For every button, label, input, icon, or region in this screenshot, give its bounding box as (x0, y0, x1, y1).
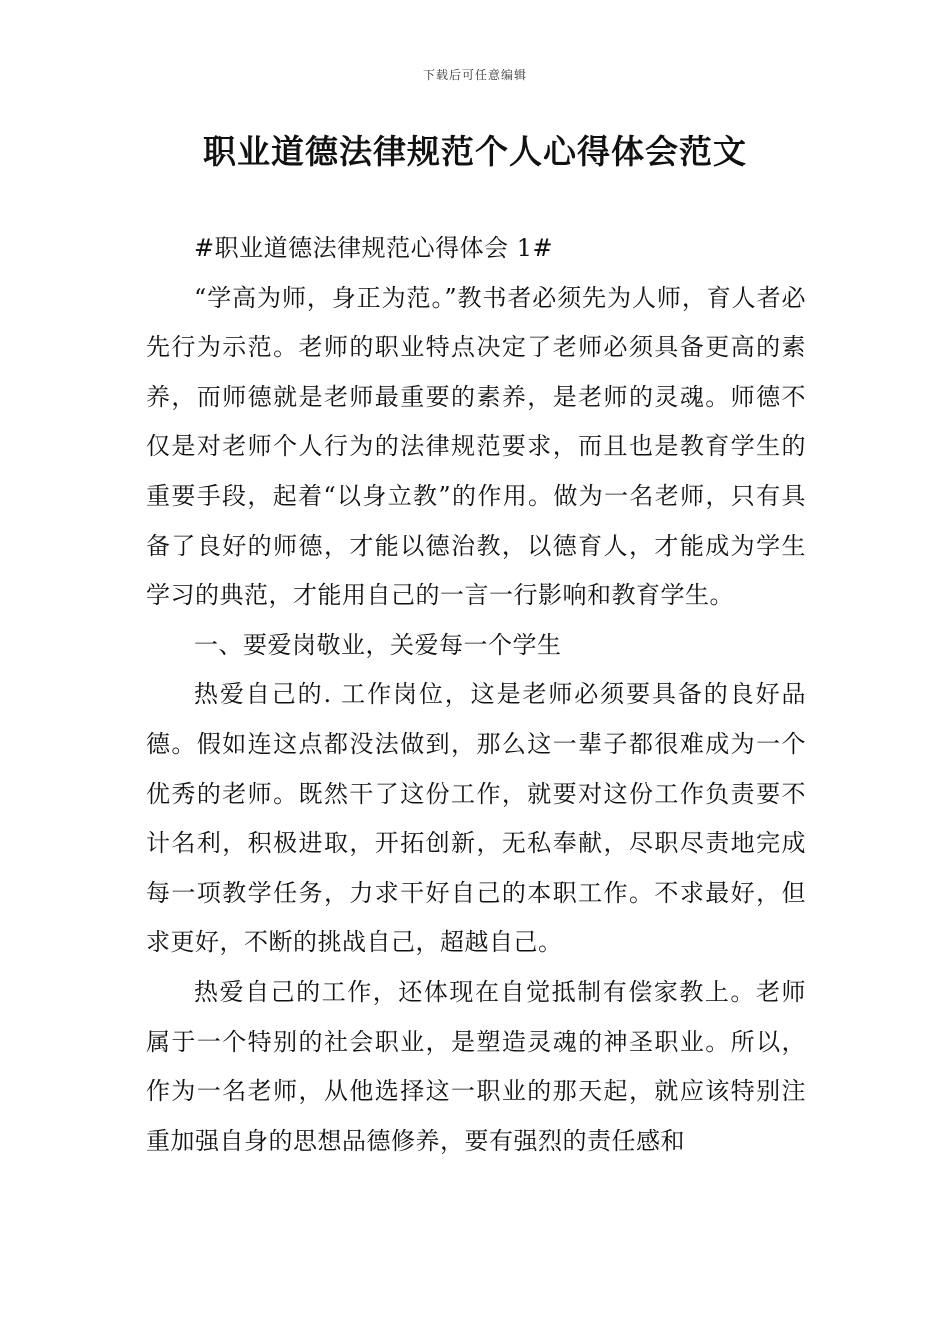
document-body (146, 224, 806, 1166)
section-heading-1: #职业道德法律规范心得体会 1# (194, 234, 554, 262)
subsection-heading-1: 一、要爱岗敬业，关爱每一个学生 (194, 630, 562, 659)
paragraph-paid-tutoring: 热爱自己的工作，还体现在自觉抵制有偿家教上。老师属于一个特别的社会职业，是塑造灵魂的神圣职业。所以，作为一名老师，从他选择这一职业的那天起，就应该特别注重加强自身的思想品德修养，要有强烈的责任感和 (146, 977, 806, 1155)
header-note: 下载后可任意编辑 (422, 68, 527, 82)
paragraph-intro: “学高为师，身正为范。”教书者必须先为人师，育人者必先行为示范。老师的职业特点决定了老师必须具备更高的素养，而师德就是老师最重要的素养，是老师的灵魂。师德不仅是对老师个人行为的法律规范要求，而且也是教育学生的重要手段，起着“以身立教”的作用。做为一名老师，只有具备了良好的师德，才能以德治教，以德育人，才能成为学生学习的典范，才能用自己的一言一行影响和教育学生。 (146, 283, 806, 610)
paragraph-love-job: 热爱自己的. 工作岗位，这是老师必须要具备的良好品德。假如连这点都没法做到，那么这一辈子都很难成为一个优秀的老师。既然干了这份工作，就要对这份工作负责要不计名利，积极进取，开拓创新，无私奉献，尽职尽责地完成每一项教学任务，力求干好自己的本职工作。不求最好，但求更好，不断的挑战自己，超越自己。 (146, 680, 806, 957)
page-title: 职业道德法律规范个人心得体会范文 (203, 132, 747, 171)
